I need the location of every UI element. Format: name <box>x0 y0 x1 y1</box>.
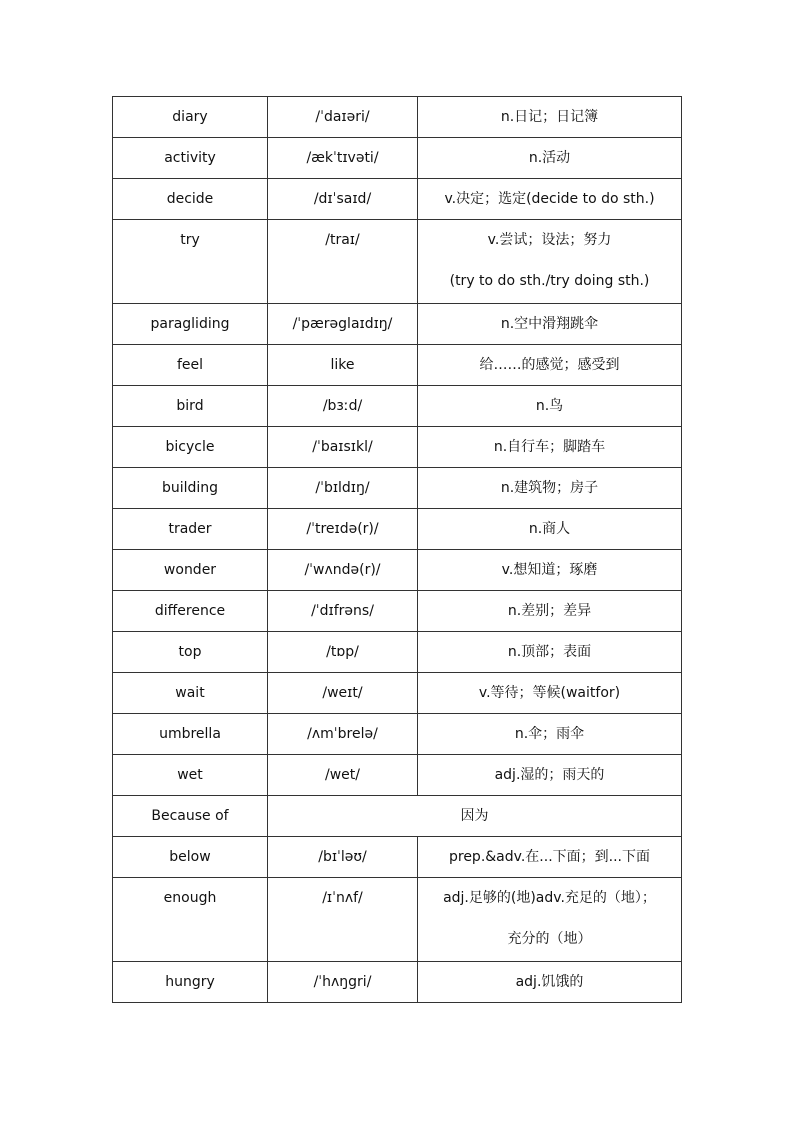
phonetic-cell: /ʌmˈbrelə/ <box>268 714 418 755</box>
meaning-cell <box>418 673 682 714</box>
phonetic-cell: /tɒp/ <box>268 632 418 673</box>
vocab-row <box>113 468 682 509</box>
vocab-row <box>113 179 682 220</box>
vocab-row <box>113 755 682 796</box>
vocab-row <box>113 345 682 386</box>
meaning-cell <box>418 550 682 591</box>
phonetic-cell: /ˈwʌndə(r)/ <box>268 550 418 591</box>
word-cell: wait <box>113 673 268 714</box>
vocab-row <box>113 138 682 179</box>
meaning-cell <box>418 179 682 220</box>
phonetic-cell: /bɪˈləʊ/ <box>268 837 418 878</box>
meaning-line: adj.湿的；雨天的 <box>494 767 605 783</box>
vocab-row <box>113 427 682 468</box>
meaning-cell <box>418 962 682 1003</box>
word-cell: top <box>113 632 268 673</box>
vocab-row <box>113 550 682 591</box>
meaning-cell <box>418 468 682 509</box>
phonetic-cell: /weɪt/ <box>268 673 418 714</box>
meaning-cell <box>418 345 682 386</box>
meaning-line: n.空中滑翔跳伞 <box>500 316 599 332</box>
phonetic-cell: /ˈpærəglaɪdɪŋ/ <box>268 304 418 345</box>
vocab-row <box>113 878 682 962</box>
vocabulary-table-body <box>113 97 682 1003</box>
word-cell: building <box>113 468 268 509</box>
meaning-line: n.建筑物；房子 <box>500 480 599 496</box>
phonetic-cell: /dɪˈsaɪd/ <box>268 179 418 220</box>
vocab-row <box>113 591 682 632</box>
meaning-line: n.差别；差异 <box>507 603 592 619</box>
word-cell: difference <box>113 591 268 632</box>
meaning-line: n.伞；雨伞 <box>514 726 585 742</box>
vocab-row <box>113 386 682 427</box>
meaning-line: v.尝试；设法；努力 <box>487 232 612 248</box>
phonetic-cell: /ˈhʌŋgri/ <box>268 962 418 1003</box>
vocabulary-table <box>112 96 682 1003</box>
phonetic-cell: /ɪˈnʌf/ <box>268 878 418 962</box>
phonetic-cell: /ˈbaɪsɪkl/ <box>268 427 418 468</box>
meaning-cell <box>418 138 682 179</box>
vocab-row <box>113 837 682 878</box>
word-cell: paragliding <box>113 304 268 345</box>
meaning-cell <box>418 386 682 427</box>
phonetic-cell: like <box>268 345 418 386</box>
word-cell: decide <box>113 179 268 220</box>
vocab-row <box>113 509 682 550</box>
meaning-line: v.等待；等候(waitfor) <box>478 685 621 701</box>
phonetic-cell: /wet/ <box>268 755 418 796</box>
word-cell: bicycle <box>113 427 268 468</box>
meaning-cell <box>418 878 682 962</box>
word-cell: enough <box>113 878 268 962</box>
word-cell: hungry <box>113 962 268 1003</box>
phonetic-cell: /bɜːd/ <box>268 386 418 427</box>
meaning-cell <box>418 97 682 138</box>
phonetic-cell: /ˈtreɪdə(r)/ <box>268 509 418 550</box>
meaning-cell <box>418 714 682 755</box>
meaning-line: 充分的（地） <box>507 931 592 947</box>
word-cell: below <box>113 837 268 878</box>
meaning-line: n.顶部；表面 <box>507 644 592 660</box>
meaning-line: adj.足够的(地)adv.充足的（地）； <box>443 890 656 906</box>
word-cell: try <box>113 220 268 304</box>
word-cell: trader <box>113 509 268 550</box>
phonetic-cell: /ˈdɪfrəns/ <box>268 591 418 632</box>
vocab-row <box>113 673 682 714</box>
meaning-line: n.日记；日记簿 <box>500 109 599 125</box>
meaning-line: v.决定；选定(decide to do sth.) <box>444 191 655 207</box>
word-cell: wonder <box>113 550 268 591</box>
phonetic-cell: /ˈbɪldɪŋ/ <box>268 468 418 509</box>
word-cell: activity <box>113 138 268 179</box>
phonetic-cell: /ækˈtɪvəti/ <box>268 138 418 179</box>
meaning-cell <box>418 591 682 632</box>
meaning-cell <box>418 220 682 304</box>
word-cell: Because of <box>113 796 268 837</box>
meaning-cell <box>418 509 682 550</box>
meaning-cell <box>418 632 682 673</box>
merged-meaning-cell: 因为 <box>268 796 682 837</box>
vocab-row <box>113 304 682 345</box>
meaning-line: (try to do sth./try doing sth.) <box>449 273 650 289</box>
vocab-row <box>113 796 682 837</box>
meaning-cell <box>418 304 682 345</box>
meaning-line: prep.&adv.在...下面；到...下面 <box>448 849 651 865</box>
meaning-line: v.想知道；琢磨 <box>501 562 598 578</box>
vocab-row <box>113 97 682 138</box>
word-cell: wet <box>113 755 268 796</box>
meaning-cell <box>418 837 682 878</box>
vocab-row <box>113 714 682 755</box>
meaning-line: n.鸟 <box>535 398 564 414</box>
meaning-line: n.商人 <box>528 521 571 537</box>
word-cell: diary <box>113 97 268 138</box>
vocab-row <box>113 220 682 304</box>
word-cell: umbrella <box>113 714 268 755</box>
meaning-cell <box>418 755 682 796</box>
phonetic-cell: /traɪ/ <box>268 220 418 304</box>
meaning-line: 给……的感觉；感受到 <box>479 357 620 373</box>
meaning-line: n.自行车；脚踏车 <box>493 439 606 455</box>
word-cell: bird <box>113 386 268 427</box>
meaning-line: n.活动 <box>528 150 571 166</box>
vocab-row <box>113 632 682 673</box>
meaning-cell <box>418 427 682 468</box>
phonetic-cell: /ˈdaɪəri/ <box>268 97 418 138</box>
meaning-line: adj.饥饿的 <box>515 974 584 990</box>
word-cell: feel <box>113 345 268 386</box>
vocab-row <box>113 962 682 1003</box>
